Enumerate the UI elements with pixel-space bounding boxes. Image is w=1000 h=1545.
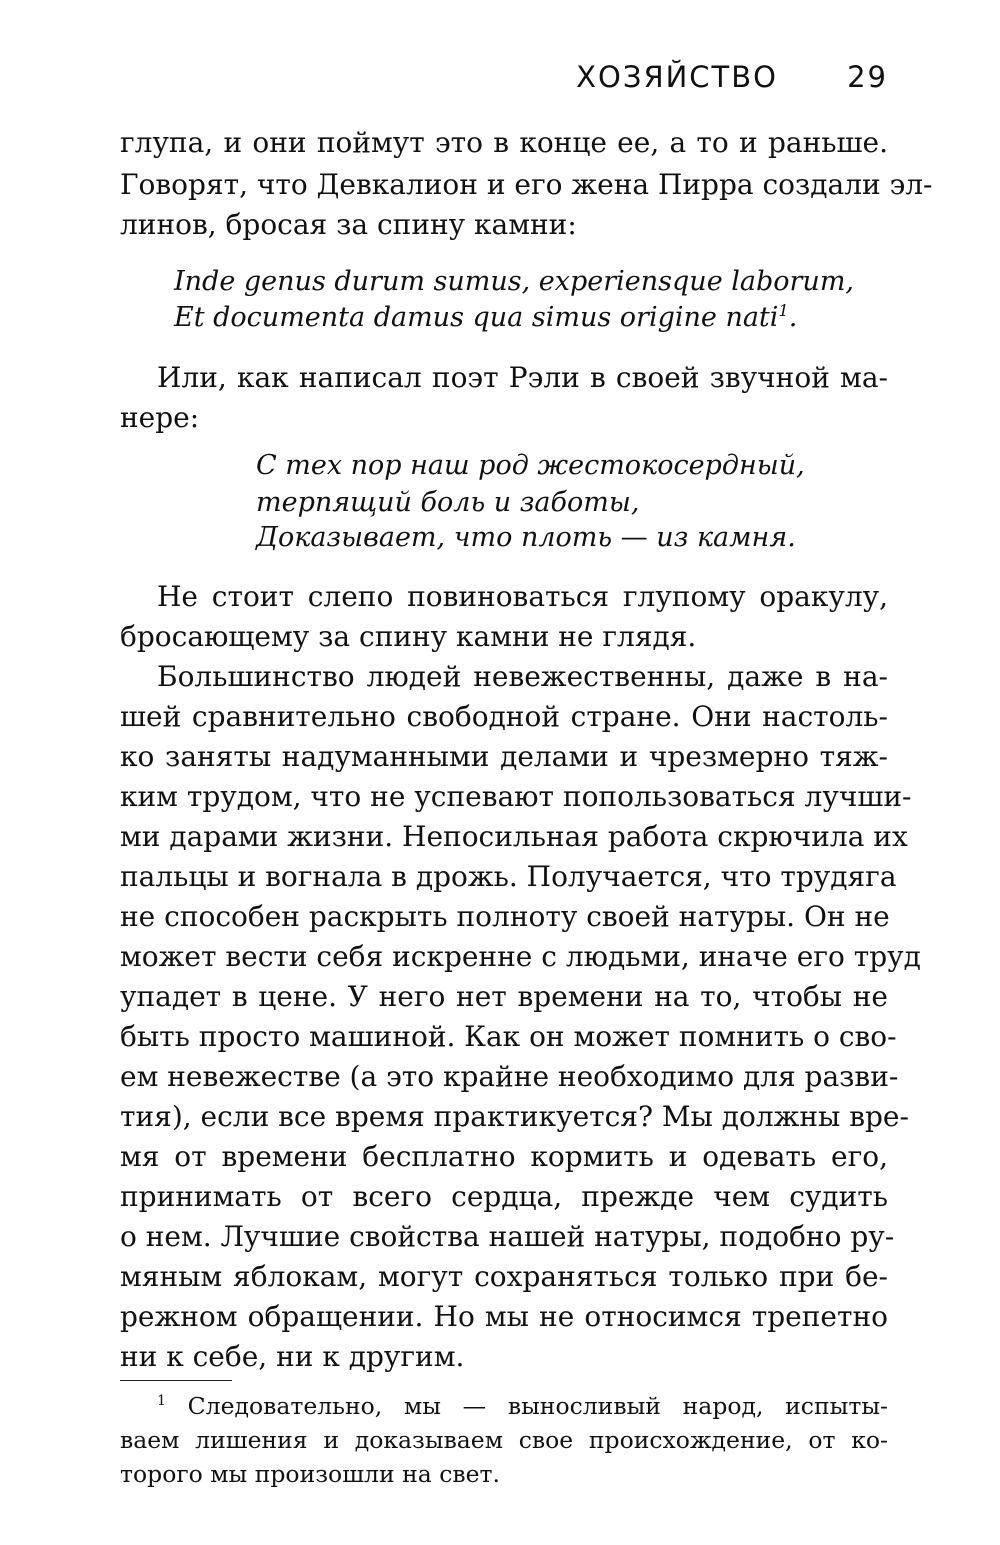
poem-line: Доказывает, что плоть — из камня. (256, 522, 796, 553)
text-line: ко заняты надуманными делами и чрезмерно тяж- (120, 740, 888, 773)
text-line: ми дарами жизни. Непосильная работа скрючила их (120, 820, 908, 853)
text-line: ким трудом, что не успевают попользоваться лучши- (120, 780, 912, 813)
poem-line: терпящий боль и заботы, (256, 487, 640, 518)
text-line: нере: (120, 401, 200, 434)
running-header (120, 60, 888, 100)
text-line: мяным яблокам, могут сохраняться только при бе- (120, 1260, 888, 1293)
footnote-line: $^1$ Следовательно, мы — выносливый народ, испыты- (157, 1392, 888, 1420)
footnote-line: торого мы произошли на свет. (120, 1460, 501, 1488)
text-line: принимать от всего сердца, прежде чем судить (120, 1180, 888, 1213)
text-line: не способен раскрыть полноту своей натуры. Он не (120, 900, 890, 933)
text-line: Говорят, что Девкалион и его жена Пирра создали эл- (120, 168, 933, 201)
latin-quote-line: Et documenta damus qua simus origine nati$^1$. (174, 301, 798, 333)
page-number: 29 (847, 60, 888, 94)
text-line: ем невежестве (а это крайне необходимо для разви- (120, 1060, 899, 1093)
text-line: режном обращении. Но мы не относимся трепетно (120, 1300, 888, 1333)
footnote-line: ваем лишения и доказываем свое происхождение, от ко- (120, 1426, 888, 1454)
chapter-title: ХОЗЯЙСТВО (576, 60, 778, 94)
text-line: упадет в цене. У него нет времени на то, чтобы не (120, 980, 888, 1013)
text-line: бросающему за спину камни не глядя. (120, 620, 697, 653)
text-line: мя от времени бесплатно кормить и одевать его, (120, 1140, 888, 1173)
text-line: шей сравнительно свободной стране. Они настоль- (120, 700, 888, 733)
text-line: Большинство людей невежественны, даже в на- (157, 660, 888, 693)
text-line: может вести себя искренне с людьми, иначе его труд (120, 940, 921, 973)
text-line: глупа, и они поймут это в конце ее, а то и раньше. (120, 126, 888, 159)
footnote-divider (120, 1380, 232, 1381)
text-line: пальцы и вогнала в дрожь. Получается, что трудяга (120, 860, 897, 893)
latin-quote-line: Inde genus durum sumus, experiensque laborum, (174, 266, 855, 297)
text-line: о нем. Лучшие свойства нашей натуры, подобно ру- (120, 1220, 895, 1253)
footnote-reference: 1 (778, 301, 789, 320)
text-line: Не стоит слепо повиноваться глупому оракулу, (157, 580, 888, 613)
footnote-marker: 1 (157, 1393, 166, 1410)
text-line: линов, бросая за спину камни: (120, 208, 577, 241)
text-line: ни к себе, ни к другим. (120, 1340, 465, 1373)
poem-line: С тех пор наш род жестокосердный, (256, 450, 805, 481)
text-line: быть просто машиной. Как он может помнить о сво- (120, 1020, 897, 1053)
text-line: тия), если все время практикуется? Мы должны вре- (120, 1100, 909, 1133)
text-line: Или, как написал поэт Рэли в своей звучной ма- (157, 361, 888, 394)
